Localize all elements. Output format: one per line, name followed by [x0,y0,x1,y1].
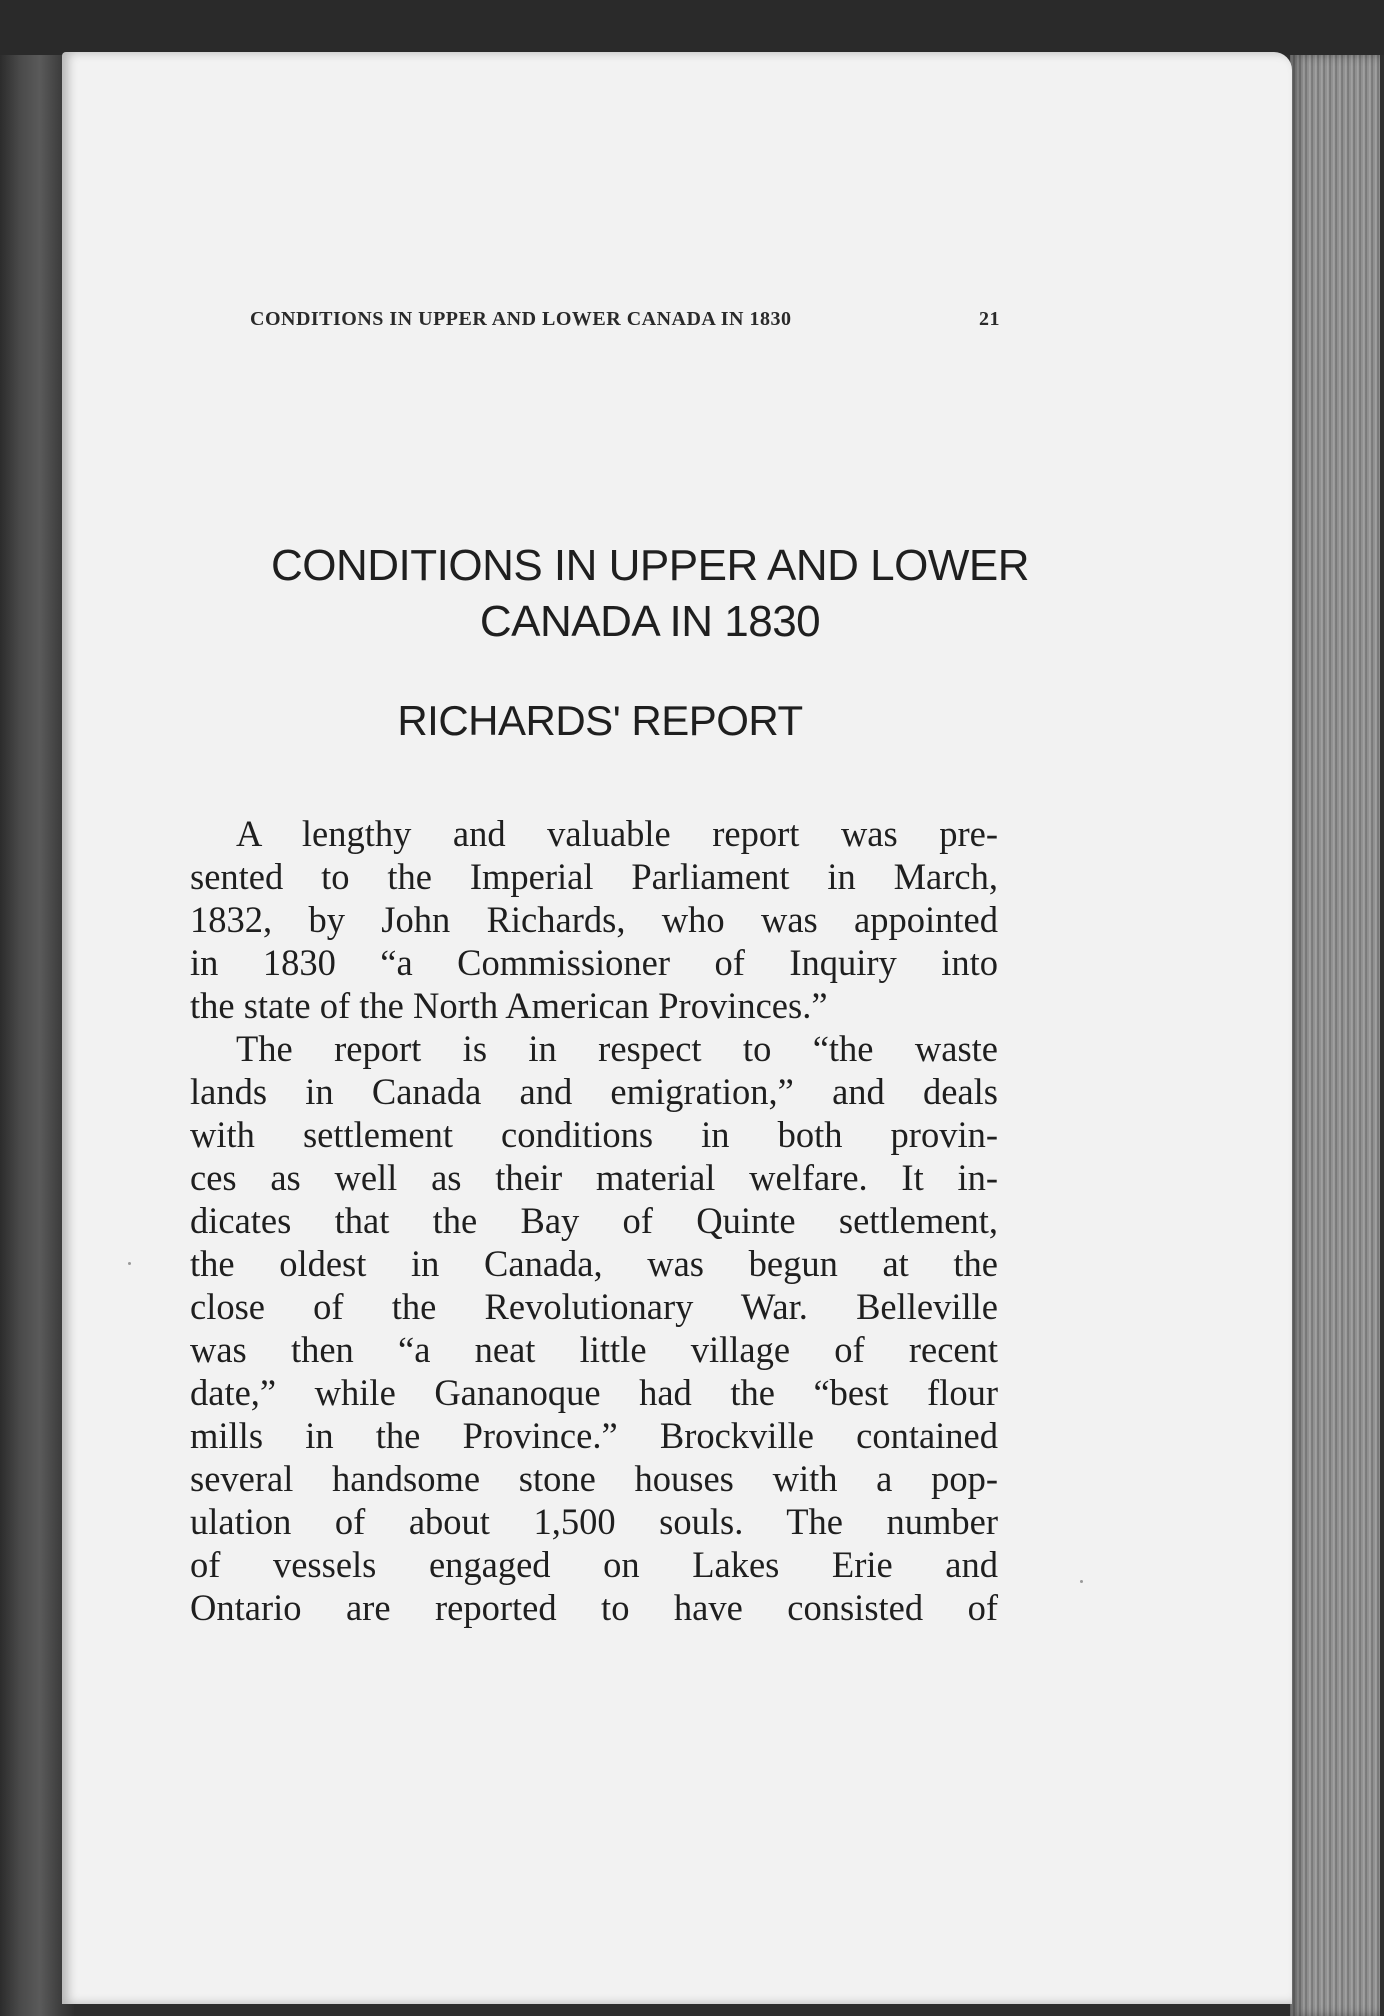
body-paragraphs [190,812,998,1629]
body-line: lands in Canada and emigration,” and deals [190,1071,998,1112]
page-number: 21 [979,308,1000,330]
book-page-edges [1290,55,1380,2016]
body-line: mills in the Province.” Brockville contained [190,1415,998,1456]
chapter-title-line-2: CANADA IN 1830 [479,597,821,646]
chapter-title-line-1: CONDITIONS IN UPPER AND LOWER [270,541,1030,590]
body-line: of vessels engaged on Lakes Erie and [190,1544,998,1585]
body-line: A lengthy and valuable report was pre- [236,813,998,854]
body-line: the state of the North American Provinces.” [190,985,828,1026]
body-line: ces as well as their material welfare. It in- [190,1157,998,1198]
body-line: dicates that the Bay of Quinte settlement, [190,1200,998,1241]
body-line: 1832, by John Richards, who was appointed [190,899,998,940]
chapter-subtitle: RICHARDS' REPORT [397,697,803,744]
chapter-title [150,538,1150,650]
dust-speck [128,1262,131,1265]
body-line: the oldest in Canada, was begun at the [190,1243,998,1284]
scan-top-edge [0,0,1384,55]
body-line: was then “a neat little village of recent [190,1329,998,1370]
body-line: sented to the Imperial Parliament in March, [190,856,998,897]
body-line: several handsome stone houses with a pop- [190,1458,998,1499]
body-line: in 1830 “a Commissioner of Inquiry into [190,942,998,983]
running-head-title: CONDITIONS IN UPPER AND LOWER CANADA IN 1830 [250,308,792,330]
body-line: Ontario are reported to have consisted of [190,1587,998,1628]
body-line: ulation of about 1,500 souls. The number [190,1501,998,1542]
body-line: date,” while Gananoque had the “best flour [190,1372,998,1413]
running-head [250,308,1010,331]
body-line: close of the Revolutionary War. Belleville [190,1286,998,1327]
body-line: The report is in respect to “the waste [236,1028,998,1069]
dust-speck [1080,1580,1083,1583]
body-line: with settlement conditions in both provin- [190,1114,998,1155]
